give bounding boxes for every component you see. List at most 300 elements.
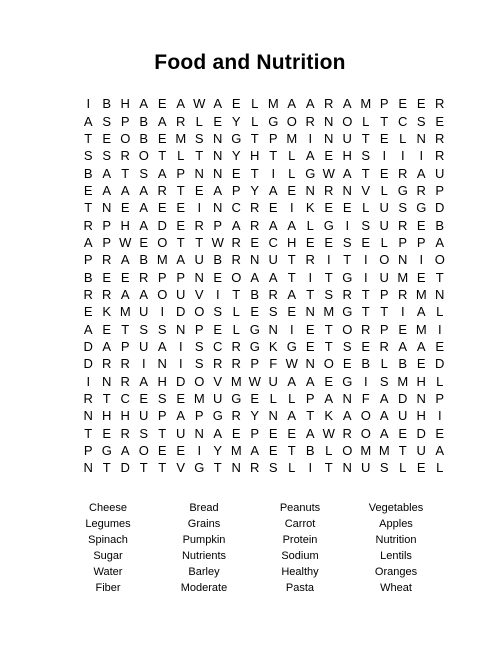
- grid-row: [79, 182, 445, 199]
- grid-letter: A: [120, 182, 130, 198]
- grid-letter: E: [176, 200, 186, 216]
- grid-letter: N: [342, 391, 352, 407]
- grid-letter: N: [213, 200, 223, 216]
- grid-letter: E: [176, 391, 186, 407]
- grid-letter: G: [342, 269, 353, 285]
- grid-letter: I: [308, 460, 313, 476]
- grid-letter: R: [102, 286, 112, 302]
- grid-letter: E: [287, 425, 297, 441]
- grid-letter: R: [342, 425, 352, 441]
- grid-letter: D: [157, 217, 167, 233]
- grid-row: [79, 425, 445, 442]
- grid-letter: A: [139, 200, 149, 216]
- grid-letter: A: [120, 443, 130, 459]
- grid-letter: R: [435, 148, 445, 164]
- grid-letter: N: [213, 130, 223, 146]
- grid-letter: A: [139, 96, 149, 112]
- grid-letter: U: [379, 217, 389, 233]
- word-list-item: Cheese: [89, 502, 127, 514]
- grid-letter: E: [176, 217, 186, 233]
- grid-row: [79, 390, 445, 407]
- word-list-item: Sugar: [93, 550, 123, 562]
- grid-letter: G: [268, 113, 279, 129]
- grid-row: [79, 216, 445, 233]
- grid-letter: E: [231, 165, 241, 181]
- grid-letter: D: [83, 338, 93, 354]
- grid-letter: Y: [250, 408, 260, 424]
- grid-letter: G: [323, 217, 334, 233]
- grid-letter: T: [195, 148, 204, 164]
- grid-letter: N: [194, 165, 204, 181]
- grid-letter: A: [398, 338, 408, 354]
- grid-letter: O: [120, 130, 131, 146]
- grid-letter: N: [83, 460, 93, 476]
- grid-letter: A: [176, 252, 186, 268]
- grid-row: [79, 355, 445, 372]
- word-list-item: Carrot: [284, 518, 316, 530]
- grid-letter: P: [250, 356, 260, 372]
- grid-letter: E: [398, 425, 408, 441]
- grid-letter: A: [287, 96, 297, 112]
- grid-letter: A: [379, 425, 389, 441]
- grid-letter: B: [435, 217, 445, 233]
- grid-letter: E: [305, 338, 315, 354]
- grid-letter: A: [139, 373, 149, 389]
- grid-letter: N: [213, 148, 223, 164]
- grid-letter: E: [435, 113, 445, 129]
- grid-letter: T: [324, 338, 333, 354]
- grid-letter: R: [120, 373, 130, 389]
- grid-letter: D: [416, 425, 426, 441]
- grid-letter: H: [342, 148, 352, 164]
- grid-letter: P: [176, 269, 186, 285]
- grid-letter: A: [139, 182, 149, 198]
- word-list: [60, 500, 444, 596]
- grid-letter: I: [215, 286, 220, 302]
- grid-letter: G: [305, 165, 316, 181]
- grid-letter: L: [306, 217, 314, 233]
- grid-letter: I: [326, 252, 331, 268]
- grid-letter: T: [306, 408, 315, 424]
- grid-letter: P: [120, 113, 130, 129]
- grid-letter: E: [157, 443, 167, 459]
- grid-letter: N: [102, 373, 112, 389]
- grid-letter: B: [83, 269, 93, 285]
- grid-letter: E: [83, 182, 93, 198]
- grid-letter: L: [232, 321, 240, 337]
- grid-letter: U: [268, 252, 278, 268]
- grid-letter: O: [231, 269, 242, 285]
- grid-letter: A: [379, 391, 389, 407]
- grid-letter: U: [139, 304, 149, 320]
- grid-letter: U: [379, 200, 389, 216]
- grid-row: [79, 407, 442, 424]
- grid-letter: W: [193, 96, 206, 112]
- grid-letter: H: [416, 373, 426, 389]
- grid-letter: E: [102, 130, 112, 146]
- grid-letter: L: [251, 96, 259, 112]
- grid-letter: A: [102, 165, 112, 181]
- word-list-item: Grains: [187, 518, 221, 530]
- grid-letter: I: [308, 269, 313, 285]
- grid-letter: M: [193, 391, 205, 407]
- grid-letter: E: [231, 96, 241, 112]
- word-list-item: Wheat: [380, 582, 412, 594]
- grid-letter: B: [213, 252, 223, 268]
- grid-letter: Y: [250, 182, 260, 198]
- grid-letter: S: [342, 234, 352, 250]
- grid-letter: A: [268, 217, 278, 233]
- grid-letter: R: [305, 252, 315, 268]
- grid-letter: E: [231, 425, 241, 441]
- grid-letter: N: [102, 200, 112, 216]
- grid-letter: W: [211, 234, 224, 250]
- grid-letter: R: [379, 338, 389, 354]
- grid-letter: G: [231, 130, 242, 146]
- grid-letter: P: [176, 165, 186, 181]
- grid-letter: U: [268, 373, 278, 389]
- grid-letter: E: [213, 269, 223, 285]
- grid-letter: E: [268, 200, 278, 216]
- grid-letter: E: [435, 425, 445, 441]
- grid-letter: O: [342, 443, 353, 459]
- grid-letter: A: [324, 391, 334, 407]
- grid-letter: P: [231, 182, 241, 198]
- grid-letter: E: [213, 113, 223, 129]
- grid-letter: T: [195, 234, 204, 250]
- grid-letter: A: [83, 234, 93, 250]
- word-list-item: Nutrients: [181, 550, 227, 562]
- grid-letter: W: [248, 373, 261, 389]
- word-list-item: Healthy: [281, 566, 319, 578]
- grid-letter: A: [176, 96, 186, 112]
- grid-letter: E: [250, 391, 260, 407]
- grid-letter: M: [360, 443, 372, 459]
- grid-letter: O: [194, 304, 205, 320]
- grid-letter: S: [102, 113, 112, 129]
- grid-letter: T: [361, 130, 370, 146]
- grid-letter: O: [360, 425, 371, 441]
- grid-letter: M: [230, 443, 242, 459]
- grid-letter: U: [361, 460, 371, 476]
- grid-letter: A: [157, 113, 167, 129]
- grid-letter: N: [194, 269, 204, 285]
- grid-letter: E: [120, 269, 130, 285]
- grid-letter: A: [342, 408, 352, 424]
- grid-letter: T: [306, 286, 315, 302]
- grid-letter: A: [139, 286, 149, 302]
- grid-letter: R: [102, 356, 112, 372]
- grid-letter: M: [360, 96, 372, 112]
- grid-letter: Y: [231, 148, 241, 164]
- grid-letter: B: [102, 96, 112, 112]
- grid-letter: E: [324, 373, 334, 389]
- grid-letter: E: [102, 321, 112, 337]
- grid-letter: A: [287, 373, 297, 389]
- grid-letter: M: [286, 130, 298, 146]
- grid-letter: P: [120, 338, 130, 354]
- grid-letter: R: [324, 96, 334, 112]
- grid-letter: L: [380, 182, 388, 198]
- grid-letter: T: [398, 443, 407, 459]
- grid-letter: E: [416, 217, 426, 233]
- grid-letter: N: [416, 391, 426, 407]
- grid-letter: N: [416, 130, 426, 146]
- grid-letter: N: [342, 182, 352, 198]
- grid-letter: N: [194, 425, 204, 441]
- grid-letter: A: [379, 408, 389, 424]
- grid-letter: N: [305, 304, 315, 320]
- grid-letter: E: [324, 200, 334, 216]
- grid-letter: T: [287, 252, 296, 268]
- grid-letter: T: [232, 286, 241, 302]
- grid-letter: E: [139, 234, 149, 250]
- grid-row: [79, 95, 445, 112]
- grid-letter: E: [416, 269, 426, 285]
- grid-letter: R: [416, 182, 426, 198]
- grid-letter: G: [212, 408, 223, 424]
- grid-letter: V: [176, 460, 186, 476]
- grid-letter: L: [269, 391, 277, 407]
- grid-letter: R: [139, 269, 149, 285]
- grid-letter: E: [324, 148, 334, 164]
- grid-letter: A: [416, 304, 426, 320]
- grid-letter: R: [398, 217, 408, 233]
- word-list-item: Nutrition: [375, 534, 417, 546]
- grid-letter: L: [380, 356, 388, 372]
- grid-letter: S: [194, 130, 204, 146]
- grid-letter: M: [156, 252, 168, 268]
- grid-row: [79, 373, 444, 390]
- grid-letter: L: [436, 460, 444, 476]
- grid-letter: S: [398, 200, 408, 216]
- grid-letter: T: [84, 200, 93, 216]
- grid-letter: V: [361, 182, 371, 198]
- grid-letter: H: [102, 408, 112, 424]
- grid-letter: I: [419, 148, 424, 164]
- grid-letter: I: [86, 373, 91, 389]
- grid-row: [79, 199, 445, 216]
- grid-letter: O: [194, 373, 205, 389]
- grid-letter: G: [249, 321, 260, 337]
- grid-letter: O: [286, 113, 297, 129]
- grid-letter: U: [213, 391, 223, 407]
- grid-letter: E: [416, 96, 426, 112]
- grid-letter: I: [345, 217, 350, 233]
- grid-row: [79, 112, 445, 129]
- grid-row: [79, 234, 445, 251]
- grid-letter: I: [363, 373, 368, 389]
- grid-letter: P: [157, 269, 167, 285]
- grid-letter: I: [363, 269, 368, 285]
- grid-letter: T: [380, 304, 389, 320]
- grid-letter: E: [398, 321, 408, 337]
- grid-letter: N: [398, 252, 408, 268]
- grid-letter: C: [231, 200, 241, 216]
- grid-letter: S: [157, 391, 167, 407]
- grid-letter: K: [324, 408, 334, 424]
- grid-letter: W: [285, 356, 298, 372]
- grid-letter: A: [83, 321, 93, 337]
- grid-letter: R: [250, 460, 260, 476]
- grid-letter: I: [308, 130, 313, 146]
- grid-letter: R: [361, 321, 371, 337]
- grid-letter: I: [178, 356, 183, 372]
- grid-letter: E: [268, 425, 278, 441]
- grid-letter: T: [176, 234, 185, 250]
- grid-letter: R: [231, 338, 241, 354]
- grid-letter: N: [231, 460, 241, 476]
- grid-letter: T: [435, 269, 444, 285]
- grid-letter: R: [102, 252, 112, 268]
- grid-letter: A: [120, 286, 130, 302]
- grid-letter: I: [289, 321, 294, 337]
- grid-letter: P: [157, 408, 167, 424]
- grid-letter: U: [342, 130, 352, 146]
- grid-letter: A: [139, 217, 149, 233]
- word-list-item: Lentils: [380, 550, 412, 562]
- grid-letter: E: [305, 234, 315, 250]
- grid-letter: A: [342, 96, 352, 112]
- grid-letter: R: [83, 286, 93, 302]
- grid-letter: D: [120, 460, 130, 476]
- grid-letter: M: [267, 96, 279, 112]
- grid-letter: A: [213, 182, 223, 198]
- grid-letter: A: [305, 148, 315, 164]
- grid-letter: E: [250, 304, 260, 320]
- grid-letter: D: [435, 200, 445, 216]
- word-list-item: Spinach: [88, 534, 128, 546]
- grid-letter: E: [213, 321, 223, 337]
- grid-letter: U: [379, 269, 389, 285]
- grid-letter: E: [194, 182, 204, 198]
- grid-letter: U: [416, 443, 426, 459]
- grid-letter: E: [398, 96, 408, 112]
- grid-letter: L: [288, 148, 296, 164]
- grid-row: [79, 303, 444, 320]
- grid-letter: K: [102, 304, 112, 320]
- grid-row: [79, 147, 445, 164]
- grid-letter: A: [416, 338, 426, 354]
- grid-letter: S: [268, 460, 278, 476]
- grid-letter: L: [399, 460, 407, 476]
- grid-letter: E: [379, 130, 389, 146]
- grid-letter: E: [139, 391, 149, 407]
- word-list-item: Fiber: [95, 582, 121, 594]
- grid-letter: R: [120, 148, 130, 164]
- grid-letter: T: [84, 130, 93, 146]
- grid-letter: L: [232, 304, 240, 320]
- grid-letter: I: [400, 304, 405, 320]
- grid-letter: E: [342, 356, 352, 372]
- grid-letter: P: [379, 286, 389, 302]
- grid-letter: R: [213, 356, 223, 372]
- word-list-item: Water: [93, 566, 123, 578]
- grid-letter: L: [436, 373, 444, 389]
- grid-letter: R: [231, 408, 241, 424]
- grid-letter: A: [102, 182, 112, 198]
- grid-letter: R: [176, 113, 186, 129]
- grid-letter: N: [324, 113, 334, 129]
- grid-letter: P: [379, 321, 389, 337]
- grid-letter: S: [102, 148, 112, 164]
- grid-row: [79, 286, 445, 303]
- grid-letter: E: [157, 130, 167, 146]
- grid-letter: R: [398, 286, 408, 302]
- grid-letter: B: [305, 443, 315, 459]
- grid-letter: M: [415, 286, 427, 302]
- grid-letter: T: [269, 148, 278, 164]
- grid-letter: N: [213, 165, 223, 181]
- grid-letter: E: [305, 321, 315, 337]
- grid-letter: E: [176, 443, 186, 459]
- grid-letter: N: [268, 408, 278, 424]
- grid-letter: T: [102, 391, 111, 407]
- word-list-item: Bread: [189, 502, 219, 514]
- grid-letter: Y: [213, 443, 223, 459]
- grid-letter: O: [360, 408, 371, 424]
- grid-letter: M: [230, 373, 242, 389]
- grid-letter: U: [176, 425, 186, 441]
- grid-letter: G: [231, 391, 242, 407]
- grid-letter: I: [289, 200, 294, 216]
- grid-letter: G: [342, 304, 353, 320]
- grid-letter: E: [268, 443, 278, 459]
- grid-letter: S: [268, 304, 278, 320]
- grid-letter: A: [305, 96, 315, 112]
- grid-letter: I: [363, 252, 368, 268]
- grid-letter: P: [213, 217, 223, 233]
- grid-letter: L: [195, 113, 203, 129]
- grid-letter: D: [398, 391, 408, 407]
- grid-letter: O: [434, 252, 445, 268]
- grid-letter: C: [268, 234, 278, 250]
- grid-row: [79, 442, 445, 459]
- grid-letter: Y: [231, 113, 241, 129]
- grid-letter: A: [287, 408, 297, 424]
- grid-letter: O: [379, 252, 390, 268]
- grid-letter: N: [342, 460, 352, 476]
- grid-letter: N: [268, 321, 278, 337]
- grid-letter: E: [83, 304, 93, 320]
- grid-letter: N: [435, 286, 445, 302]
- grid-letter: R: [250, 217, 260, 233]
- grid-letter: R: [120, 425, 130, 441]
- grid-letter: N: [83, 408, 93, 424]
- grid-letter: E: [324, 234, 334, 250]
- grid-letter: P: [268, 130, 278, 146]
- grid-letter: P: [398, 234, 408, 250]
- grid-letter: R: [435, 130, 445, 146]
- grid-letter: I: [400, 148, 405, 164]
- grid-letter: B: [139, 252, 149, 268]
- grid-letter: T: [287, 269, 296, 285]
- grid-letter: O: [342, 321, 353, 337]
- grid-letter: R: [157, 182, 167, 198]
- word-list-item: Apples: [379, 518, 413, 530]
- grid-letter: T: [121, 165, 130, 181]
- word-list-item: Vegetables: [368, 502, 424, 514]
- grid-letter: H: [120, 96, 130, 112]
- grid-letter: P: [194, 408, 204, 424]
- grid-letter: O: [342, 113, 353, 129]
- grid-row: [79, 459, 444, 476]
- grid-letter: I: [141, 356, 146, 372]
- grid-letter: S: [194, 338, 204, 354]
- grid-letter: L: [362, 200, 370, 216]
- grid-letter: R: [231, 252, 241, 268]
- grid-letter: O: [138, 148, 149, 164]
